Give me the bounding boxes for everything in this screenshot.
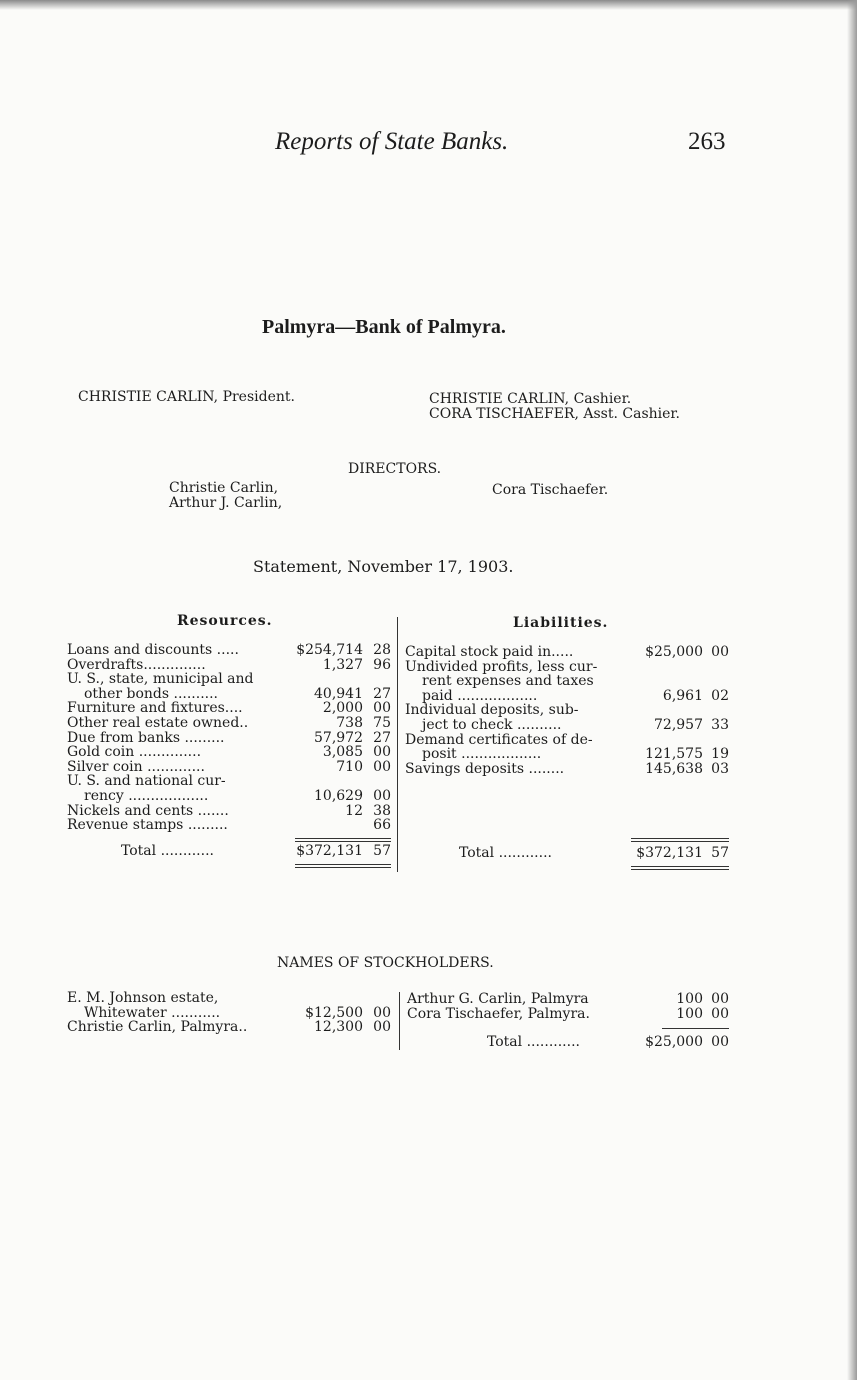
row-dollars: $25,000 [645, 644, 703, 660]
row-dollars: 10,629 [314, 787, 363, 804]
row-dollars: 6,961 [662, 687, 703, 704]
row-dollars: 121,575 [645, 746, 703, 763]
ledger-row [67, 1020, 391, 1035]
row-dollars: 12,300 [314, 1019, 363, 1036]
row-label: paid .................. [422, 687, 538, 704]
row-dollars: 40,941 [314, 685, 363, 702]
row-label: Demand certificates of de- [405, 731, 593, 748]
statement-title: Statement, November 17, 1903. [253, 557, 514, 576]
total-cents: 57 [373, 843, 391, 859]
row-label: Gold coin .............. [67, 744, 202, 761]
total-label: Total ............ [121, 843, 214, 859]
row-label: other bonds .......... [84, 685, 219, 702]
total-rule [295, 838, 391, 842]
row-cents: 38 [373, 802, 391, 819]
row-cents: 27 [373, 729, 391, 746]
row-dollars: 145,638 [645, 760, 703, 777]
row-label: ject to check .......... [422, 716, 562, 733]
liabilities-total-row [405, 846, 729, 861]
ledger-row [67, 804, 391, 819]
ledger-row [67, 716, 391, 731]
row-cents: 75 [373, 714, 391, 731]
ledger-row [67, 774, 391, 789]
director-name: Cora Tischaefer. [492, 482, 609, 498]
row-label: rent expenses and taxes [422, 673, 594, 690]
resources-total-row [67, 844, 391, 859]
total-label: Total ............ [459, 845, 552, 861]
total-dollars: $372,131 [636, 845, 703, 861]
row-label: Christie Carlin, Palmyra.. [67, 1019, 248, 1036]
officer-cashier: CHRISTIE CARLIN, Cashier. [429, 391, 632, 407]
ledger-row [67, 731, 391, 746]
row-dollars: 100 [676, 1005, 703, 1022]
row-label: Revenue stamps ......... [67, 817, 228, 834]
row-dollars: $12,500 [305, 1004, 363, 1021]
ledger-row [405, 733, 729, 748]
row-label: Nickels and cents ....... [67, 802, 229, 819]
row-cents: 96 [373, 656, 391, 673]
officer-asst-cashier: CORA TISCHAEFER, Asst. Cashier. [429, 406, 681, 422]
total-dollars: $372,131 [296, 843, 363, 859]
row-cents: 00 [711, 1005, 729, 1022]
ledger-row [67, 701, 391, 716]
running-title: Reports of State Banks. [275, 128, 509, 155]
row-cents: 00 [373, 744, 391, 761]
row-cents: 00 [373, 1004, 391, 1021]
resources-table [67, 643, 391, 833]
row-label: Arthur G. Carlin, Palmyra [407, 991, 589, 1007]
ledger-row [405, 645, 729, 660]
row-label: U. S. and national cur- [67, 773, 226, 790]
ledger-row [405, 747, 729, 762]
ledger-row [67, 658, 391, 673]
ledger-row [405, 703, 729, 718]
total-rule [662, 1028, 729, 1029]
row-label: Individual deposits, sub- [405, 702, 579, 719]
row-dollars: 72,957 [654, 716, 703, 733]
ledger-row [67, 789, 391, 804]
directors-heading: DIRECTORS. [348, 461, 442, 477]
stockholders-heading: NAMES OF STOCKHOLDERS. [277, 955, 494, 971]
ledger-row [67, 818, 391, 833]
ledger-row [67, 745, 391, 760]
ledger-row [67, 991, 391, 1006]
ledger-row [67, 1006, 391, 1021]
bank-title: Palmyra—Bank of Palmyra. [262, 316, 506, 338]
row-label: U. S., state, municipal and [67, 671, 254, 688]
row-label: rency .................. [84, 787, 209, 804]
liabilities-heading: Liabilities. [513, 615, 609, 631]
director-name: Christie Carlin, [169, 480, 279, 496]
row-cents: 19 [711, 746, 729, 763]
row-cents: 00 [373, 700, 391, 717]
row-label: Due from banks ......... [67, 729, 225, 746]
row-label: Cora Tischaefer, Palmyra. [407, 1005, 590, 1022]
ledger-row [405, 674, 729, 689]
row-cents: 00 [711, 991, 729, 1007]
column-divider [397, 617, 398, 872]
total-dollars: $25,000 [645, 1034, 703, 1050]
row-label: Whitewater ........... [84, 1004, 221, 1021]
row-dollars: 3,085 [322, 744, 363, 761]
liabilities-table [405, 645, 729, 776]
row-label: posit .................. [422, 746, 542, 763]
row-cents: 33 [711, 716, 729, 733]
row-dollars: 738 [336, 714, 363, 731]
row-dollars: 1,327 [322, 656, 363, 673]
total-double-rule [295, 864, 391, 868]
total-double-rule [631, 866, 729, 870]
row-dollars: 2,000 [322, 700, 363, 717]
row-cents: 00 [373, 1019, 391, 1036]
row-cents: 28 [373, 642, 391, 658]
row-label: E. M. Johnson estate, [67, 990, 219, 1006]
row-label: Furniture and fixtures.... [67, 700, 243, 717]
officer-president: CHRISTIE CARLIN, President. [78, 389, 295, 405]
row-dollars: 57,972 [314, 729, 363, 746]
ledger-row [67, 687, 391, 702]
stockholders-right-table [407, 992, 729, 1021]
page-number: 263 [688, 128, 726, 155]
total-cents: 57 [711, 845, 729, 861]
total-cents: 00 [711, 1034, 729, 1050]
ledger-row [405, 718, 729, 733]
row-label: Silver coin ............. [67, 758, 205, 775]
ledger-row [407, 992, 729, 1007]
total-label: Total ............ [487, 1034, 580, 1050]
row-cents: 00 [373, 787, 391, 804]
scan-edge-top [0, 0, 857, 10]
ledger-row [405, 762, 729, 777]
row-cents: 00 [373, 758, 391, 775]
row-label: Other real estate owned.. [67, 714, 249, 731]
column-divider [399, 992, 400, 1050]
row-dollars: 100 [676, 991, 703, 1007]
ledger-row [405, 660, 729, 675]
row-cents: 27 [373, 685, 391, 702]
ledger-row [67, 760, 391, 775]
row-cents: 66 [373, 817, 391, 834]
row-label: Overdrafts.............. [67, 656, 206, 673]
stockholders-left-table [67, 991, 391, 1035]
row-cents: 00 [711, 644, 729, 660]
stockholders-total-row [407, 1035, 729, 1050]
scan-edge-right [847, 0, 857, 1380]
row-cents: 02 [711, 687, 729, 704]
row-label: Loans and discounts ..... [67, 642, 239, 658]
row-dollars: $254,714 [296, 642, 363, 658]
total-rule [631, 838, 729, 842]
row-dollars: 12 [345, 802, 363, 819]
ledger-row [405, 689, 729, 704]
director-name: Arthur J. Carlin, [169, 495, 283, 511]
row-label: Savings deposits ........ [405, 760, 565, 777]
row-label: Capital stock paid in..... [405, 644, 574, 660]
row-label: Undivided profits, less cur- [405, 658, 598, 675]
ledger-row [67, 672, 391, 687]
row-dollars: 710 [336, 758, 363, 775]
resources-heading: Resources. [177, 613, 273, 629]
ledger-row [407, 1007, 729, 1022]
ledger-row [67, 643, 391, 658]
row-cents: 03 [711, 760, 729, 777]
